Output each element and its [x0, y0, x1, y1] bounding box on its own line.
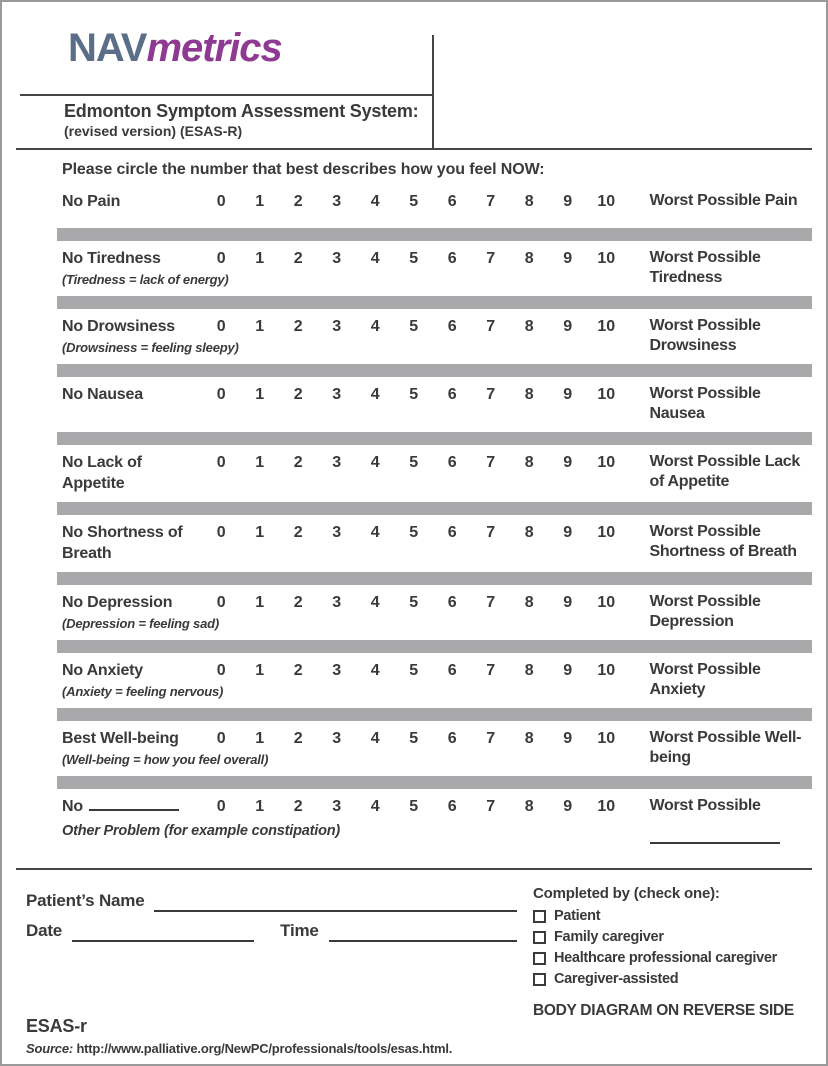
- row-right-text: Worst Possible: [649, 797, 761, 814]
- body-diagram-note: BODY DIAGRAM ON REVERSE SIDE: [533, 1002, 794, 1019]
- scale-number-0[interactable]: 0: [216, 798, 226, 815]
- scale-number-10[interactable]: 10: [597, 662, 616, 679]
- scale-number-10[interactable]: 10: [597, 386, 616, 403]
- scale-number-9[interactable]: 9: [563, 798, 573, 815]
- checkbox-option[interactable]: [533, 971, 812, 988]
- scale-number-4[interactable]: 4: [370, 524, 380, 541]
- scale-number-10[interactable]: 10: [597, 524, 616, 541]
- time-label: Time: [280, 921, 319, 940]
- scale-number-1[interactable]: 1: [255, 386, 265, 403]
- scale-number-4[interactable]: 4: [370, 730, 380, 747]
- checkbox-option[interactable]: [533, 950, 812, 967]
- scale-number-9[interactable]: 9: [563, 193, 573, 210]
- row-sublabel: (Anxiety = feeling nervous): [62, 684, 224, 699]
- scale-number-4[interactable]: 4: [370, 594, 380, 611]
- logo-nav-text: NAV: [68, 26, 147, 70]
- row-right-label: [650, 248, 813, 288]
- scale-number-7[interactable]: 7: [486, 798, 496, 815]
- separator-bar: [57, 502, 812, 515]
- scale-number-10[interactable]: 10: [597, 250, 616, 267]
- row-right-label: [650, 592, 813, 632]
- footer-left: [26, 882, 517, 1056]
- scale-number-0[interactable]: 0: [216, 662, 226, 679]
- scale-number-9[interactable]: 9: [563, 454, 573, 471]
- row-right-label: [650, 452, 813, 492]
- scale-number-8[interactable]: 8: [524, 730, 534, 747]
- checkbox-label: Patient: [554, 908, 601, 924]
- scale-number-7[interactable]: 7: [486, 250, 496, 267]
- separator-bar: [57, 776, 812, 789]
- scale-number-4[interactable]: 4: [370, 662, 380, 679]
- instruction-text: Please circle the number that best describes how you feel NOW:: [62, 161, 545, 178]
- scale-rows: [62, 184, 812, 860]
- symptom-row: [62, 653, 812, 708]
- row-label-text: No Pain: [62, 193, 121, 210]
- scale-number-2[interactable]: 2: [293, 524, 303, 541]
- scale-number-3[interactable]: 3: [332, 798, 342, 815]
- row-label: [62, 592, 202, 613]
- scale-number-8[interactable]: 8: [524, 798, 534, 815]
- scale-number-3[interactable]: 3: [332, 730, 342, 747]
- scale-number-5[interactable]: 5: [409, 318, 419, 335]
- scale-number-9[interactable]: 9: [563, 730, 573, 747]
- row-label-text: No Shortness of Breath: [62, 524, 183, 562]
- row-right-text: Worst Possible Tiredness: [649, 249, 761, 286]
- scale-number-5[interactable]: 5: [409, 594, 419, 611]
- form-title: Edmonton Symptom Assessment System:: [64, 101, 419, 121]
- date-time-row: [26, 920, 517, 942]
- row-label-text: No Tiredness: [62, 250, 161, 267]
- scale-number-4[interactable]: 4: [370, 454, 380, 471]
- scale-number-7[interactable]: 7: [486, 730, 496, 747]
- checkbox-label: Family caregiver: [554, 929, 664, 945]
- patient-name-row: [26, 890, 517, 912]
- row-label-text: No Anxiety: [62, 662, 143, 679]
- scale-number-8[interactable]: 8: [524, 454, 534, 471]
- scale-number-1[interactable]: 1: [255, 454, 265, 471]
- scale-number-7[interactable]: 7: [486, 193, 496, 210]
- row-right-label: [650, 660, 813, 700]
- scale-number-6[interactable]: 6: [447, 798, 457, 815]
- completed-by-heading: Completed by (check one):: [533, 885, 720, 902]
- logo-metrics-text: metrics: [146, 26, 282, 70]
- source-url: http://www.palliative.org/NewPC/professionals/tools/esas.html.: [76, 1041, 453, 1056]
- scale-number-2[interactable]: 2: [293, 730, 303, 747]
- scale-number-4[interactable]: 4: [370, 798, 380, 815]
- scale-number-10[interactable]: 10: [597, 193, 616, 210]
- scale-number-7[interactable]: 7: [486, 594, 496, 611]
- scale-number-7[interactable]: 7: [486, 524, 496, 541]
- scale-number-7[interactable]: 7: [486, 318, 496, 335]
- separator-bar: [57, 364, 812, 377]
- scale-number-6[interactable]: 6: [447, 318, 457, 335]
- row-label: [62, 660, 202, 681]
- row-right-text: Worst Possible Depression: [649, 593, 761, 630]
- scale-number-9[interactable]: 9: [563, 524, 573, 541]
- checkbox-icon[interactable]: [533, 931, 546, 944]
- scale-number-2[interactable]: 2: [293, 318, 303, 335]
- scale-number-8[interactable]: 8: [524, 386, 534, 403]
- scale-number-5[interactable]: 5: [409, 798, 419, 815]
- scale-number-0[interactable]: 0: [216, 318, 226, 335]
- scale-number-4[interactable]: 4: [370, 250, 380, 267]
- scale-number-7[interactable]: 7: [486, 454, 496, 471]
- scale-number-5[interactable]: 5: [409, 730, 419, 747]
- completed-by-options: [533, 908, 812, 988]
- checkbox-icon[interactable]: [533, 973, 546, 986]
- row-right-text: Worst Possible Drowsiness: [649, 317, 761, 354]
- scale-number-7[interactable]: 7: [486, 662, 496, 679]
- scale-number-5[interactable]: 5: [409, 193, 419, 210]
- symptom-row: [62, 241, 812, 296]
- row-right-text: Worst Possible Anxiety: [649, 661, 761, 698]
- scale-number-8[interactable]: 8: [524, 318, 534, 335]
- row-label-text: Best Well-being: [62, 730, 179, 747]
- scale-number-1[interactable]: 1: [255, 250, 265, 267]
- scale-number-9[interactable]: 9: [563, 594, 573, 611]
- row-sublabel: Other Problem (for example constipation): [62, 823, 341, 839]
- checkbox-option[interactable]: [533, 908, 812, 925]
- scale-number-6[interactable]: 6: [447, 193, 457, 210]
- scale-number-2[interactable]: 2: [293, 250, 303, 267]
- scale-number-4[interactable]: 4: [370, 386, 380, 403]
- form-subtitle: (revised version) (ESAS-R): [64, 123, 243, 139]
- scale-number-10[interactable]: 10: [597, 730, 616, 747]
- footer-right: [533, 882, 812, 1056]
- time-line[interactable]: [329, 922, 517, 942]
- scale-number-3[interactable]: 3: [332, 454, 342, 471]
- row-right-text: Worst Possible Pain: [649, 192, 798, 209]
- scale-number-9[interactable]: 9: [563, 250, 573, 267]
- row-right-text: Worst Possible Lack of Appetite: [649, 453, 801, 490]
- row-sublabel: (Well-being = how you feel overall): [62, 752, 269, 767]
- right-blank-line[interactable]: [650, 842, 780, 844]
- separator-bar: [57, 708, 812, 721]
- header-vertical-divider: [432, 35, 434, 148]
- scale-number-10[interactable]: 10: [597, 318, 616, 335]
- scale-number-0[interactable]: 0: [216, 250, 226, 267]
- row-right-label: [650, 316, 813, 356]
- row-label: [62, 728, 202, 749]
- row-right-label: [650, 384, 813, 424]
- row-sublabel: (Drowsiness = feeling sleepy): [62, 340, 239, 355]
- symptom-row: [62, 445, 812, 502]
- scale-number-8[interactable]: 8: [524, 524, 534, 541]
- row-label: [62, 248, 202, 269]
- checkbox-label: Healthcare professional caregiver: [554, 950, 778, 966]
- row-label: [62, 452, 202, 494]
- brand-logo: [68, 28, 282, 68]
- form-footer: [16, 868, 812, 1064]
- scale-number-2[interactable]: 2: [293, 386, 303, 403]
- scale-number-10[interactable]: 10: [597, 594, 616, 611]
- symptom-row: [62, 721, 812, 776]
- scale-number-0[interactable]: 0: [216, 730, 226, 747]
- scale-number-5[interactable]: 5: [409, 524, 419, 541]
- scale-number-5[interactable]: 5: [409, 662, 419, 679]
- scale-number-0[interactable]: 0: [216, 524, 226, 541]
- row-sublabel: (Depression = feeling sad): [62, 616, 219, 631]
- patient-name-line[interactable]: [154, 892, 517, 912]
- row-label-text: No Nausea: [62, 386, 143, 403]
- symptom-row: [62, 184, 812, 228]
- checkbox-label: Caregiver-assisted: [554, 971, 679, 987]
- scale-number-10[interactable]: 10: [597, 454, 616, 471]
- scale-number-6[interactable]: 6: [447, 730, 457, 747]
- scale-number-0[interactable]: 0: [216, 193, 226, 210]
- separator-bar: [57, 572, 812, 585]
- scale-number-3[interactable]: 3: [332, 318, 342, 335]
- row-right-label: [650, 522, 813, 562]
- scale-number-0[interactable]: 0: [216, 454, 226, 471]
- separator-bar: [57, 296, 812, 309]
- date-label: Date: [26, 921, 63, 940]
- row-label-text: No Lack of Appetite: [62, 454, 142, 492]
- checkbox-option[interactable]: [533, 929, 812, 946]
- row-label: [62, 796, 202, 817]
- row-right-label: [650, 796, 813, 844]
- scale-number-2[interactable]: 2: [293, 454, 303, 471]
- form-code: ESAS-r: [26, 1016, 87, 1036]
- scale-number-3[interactable]: 3: [332, 662, 342, 679]
- row-label: [62, 191, 202, 212]
- scale-number-6[interactable]: 6: [447, 250, 457, 267]
- scale-number-8[interactable]: 8: [524, 193, 534, 210]
- scale-number-4[interactable]: 4: [370, 193, 380, 210]
- scale-number-4[interactable]: 4: [370, 318, 380, 335]
- symptom-row: [62, 309, 812, 364]
- row-right-label: [650, 191, 813, 211]
- row-label-text: No Depression: [62, 594, 173, 611]
- scale-number-9[interactable]: 9: [563, 318, 573, 335]
- scale-number-2[interactable]: 2: [293, 798, 303, 815]
- separator-bar: [57, 228, 812, 241]
- scale-number-6[interactable]: 6: [447, 386, 457, 403]
- scale-number-6[interactable]: 6: [447, 594, 457, 611]
- scale-number-2[interactable]: 2: [293, 594, 303, 611]
- scale-number-1[interactable]: 1: [255, 193, 265, 210]
- row-right-label: [650, 728, 813, 768]
- scale-number-8[interactable]: 8: [524, 250, 534, 267]
- scale-number-1[interactable]: 1: [255, 662, 265, 679]
- separator-bar: [57, 640, 812, 653]
- scale-number-1[interactable]: 1: [255, 318, 265, 335]
- row-right-text: Worst Possible Nausea: [649, 385, 761, 422]
- other-problem-blank[interactable]: [89, 796, 179, 811]
- symptom-row: [62, 377, 812, 432]
- row-right-text: Worst Possible Shortness of Breath: [649, 523, 797, 560]
- date-line[interactable]: [72, 922, 254, 942]
- scale-number-8[interactable]: 8: [524, 662, 534, 679]
- row-label: [62, 384, 202, 405]
- symptom-row: [62, 515, 812, 572]
- scale-number-10[interactable]: 10: [597, 798, 616, 815]
- scale-number-7[interactable]: 7: [486, 386, 496, 403]
- symptom-row: [62, 585, 812, 640]
- scale-number-3[interactable]: 3: [332, 594, 342, 611]
- scale-number-5[interactable]: 5: [409, 454, 419, 471]
- checkbox-icon[interactable]: [533, 910, 546, 923]
- scale-number-3[interactable]: 3: [332, 250, 342, 267]
- code-block: [26, 1016, 517, 1056]
- form-header: [16, 2, 812, 150]
- row-label: [62, 316, 202, 337]
- row-label: [62, 522, 202, 564]
- scale-number-8[interactable]: 8: [524, 594, 534, 611]
- row-sublabel: (Tiredness = lack of energy): [62, 272, 229, 287]
- scale-number-1[interactable]: 1: [255, 730, 265, 747]
- patient-name-label: Patient’s Name: [26, 891, 145, 910]
- scale-number-9[interactable]: 9: [563, 662, 573, 679]
- scale-number-3[interactable]: 3: [332, 193, 342, 210]
- scale-number-1[interactable]: 1: [255, 524, 265, 541]
- checkbox-icon[interactable]: [533, 952, 546, 965]
- scale-number-0[interactable]: 0: [216, 594, 226, 611]
- source-label: Source:: [26, 1041, 74, 1056]
- scale-number-3[interactable]: 3: [332, 386, 342, 403]
- scale-number-1[interactable]: 1: [255, 594, 265, 611]
- scale-section: [62, 150, 812, 868]
- scale-number-9[interactable]: 9: [563, 386, 573, 403]
- scale-number-5[interactable]: 5: [409, 250, 419, 267]
- symptom-row: [62, 789, 812, 860]
- row-label-text: No Drowsiness: [62, 318, 175, 335]
- row-right-text: Worst Possible Well-being: [649, 729, 802, 766]
- scale-number-6[interactable]: 6: [447, 454, 457, 471]
- logo-underline-rule: [20, 94, 432, 96]
- source-line: [26, 1041, 517, 1056]
- scale-number-6[interactable]: 6: [447, 524, 457, 541]
- scale-number-3[interactable]: 3: [332, 524, 342, 541]
- scale-number-2[interactable]: 2: [293, 662, 303, 679]
- separator-bar: [57, 432, 812, 445]
- scale-number-6[interactable]: 6: [447, 662, 457, 679]
- scale-number-5[interactable]: 5: [409, 386, 419, 403]
- scale-number-0[interactable]: 0: [216, 386, 226, 403]
- row-label-text: No: [62, 798, 83, 815]
- scale-number-1[interactable]: 1: [255, 798, 265, 815]
- scale-number-2[interactable]: 2: [293, 193, 303, 210]
